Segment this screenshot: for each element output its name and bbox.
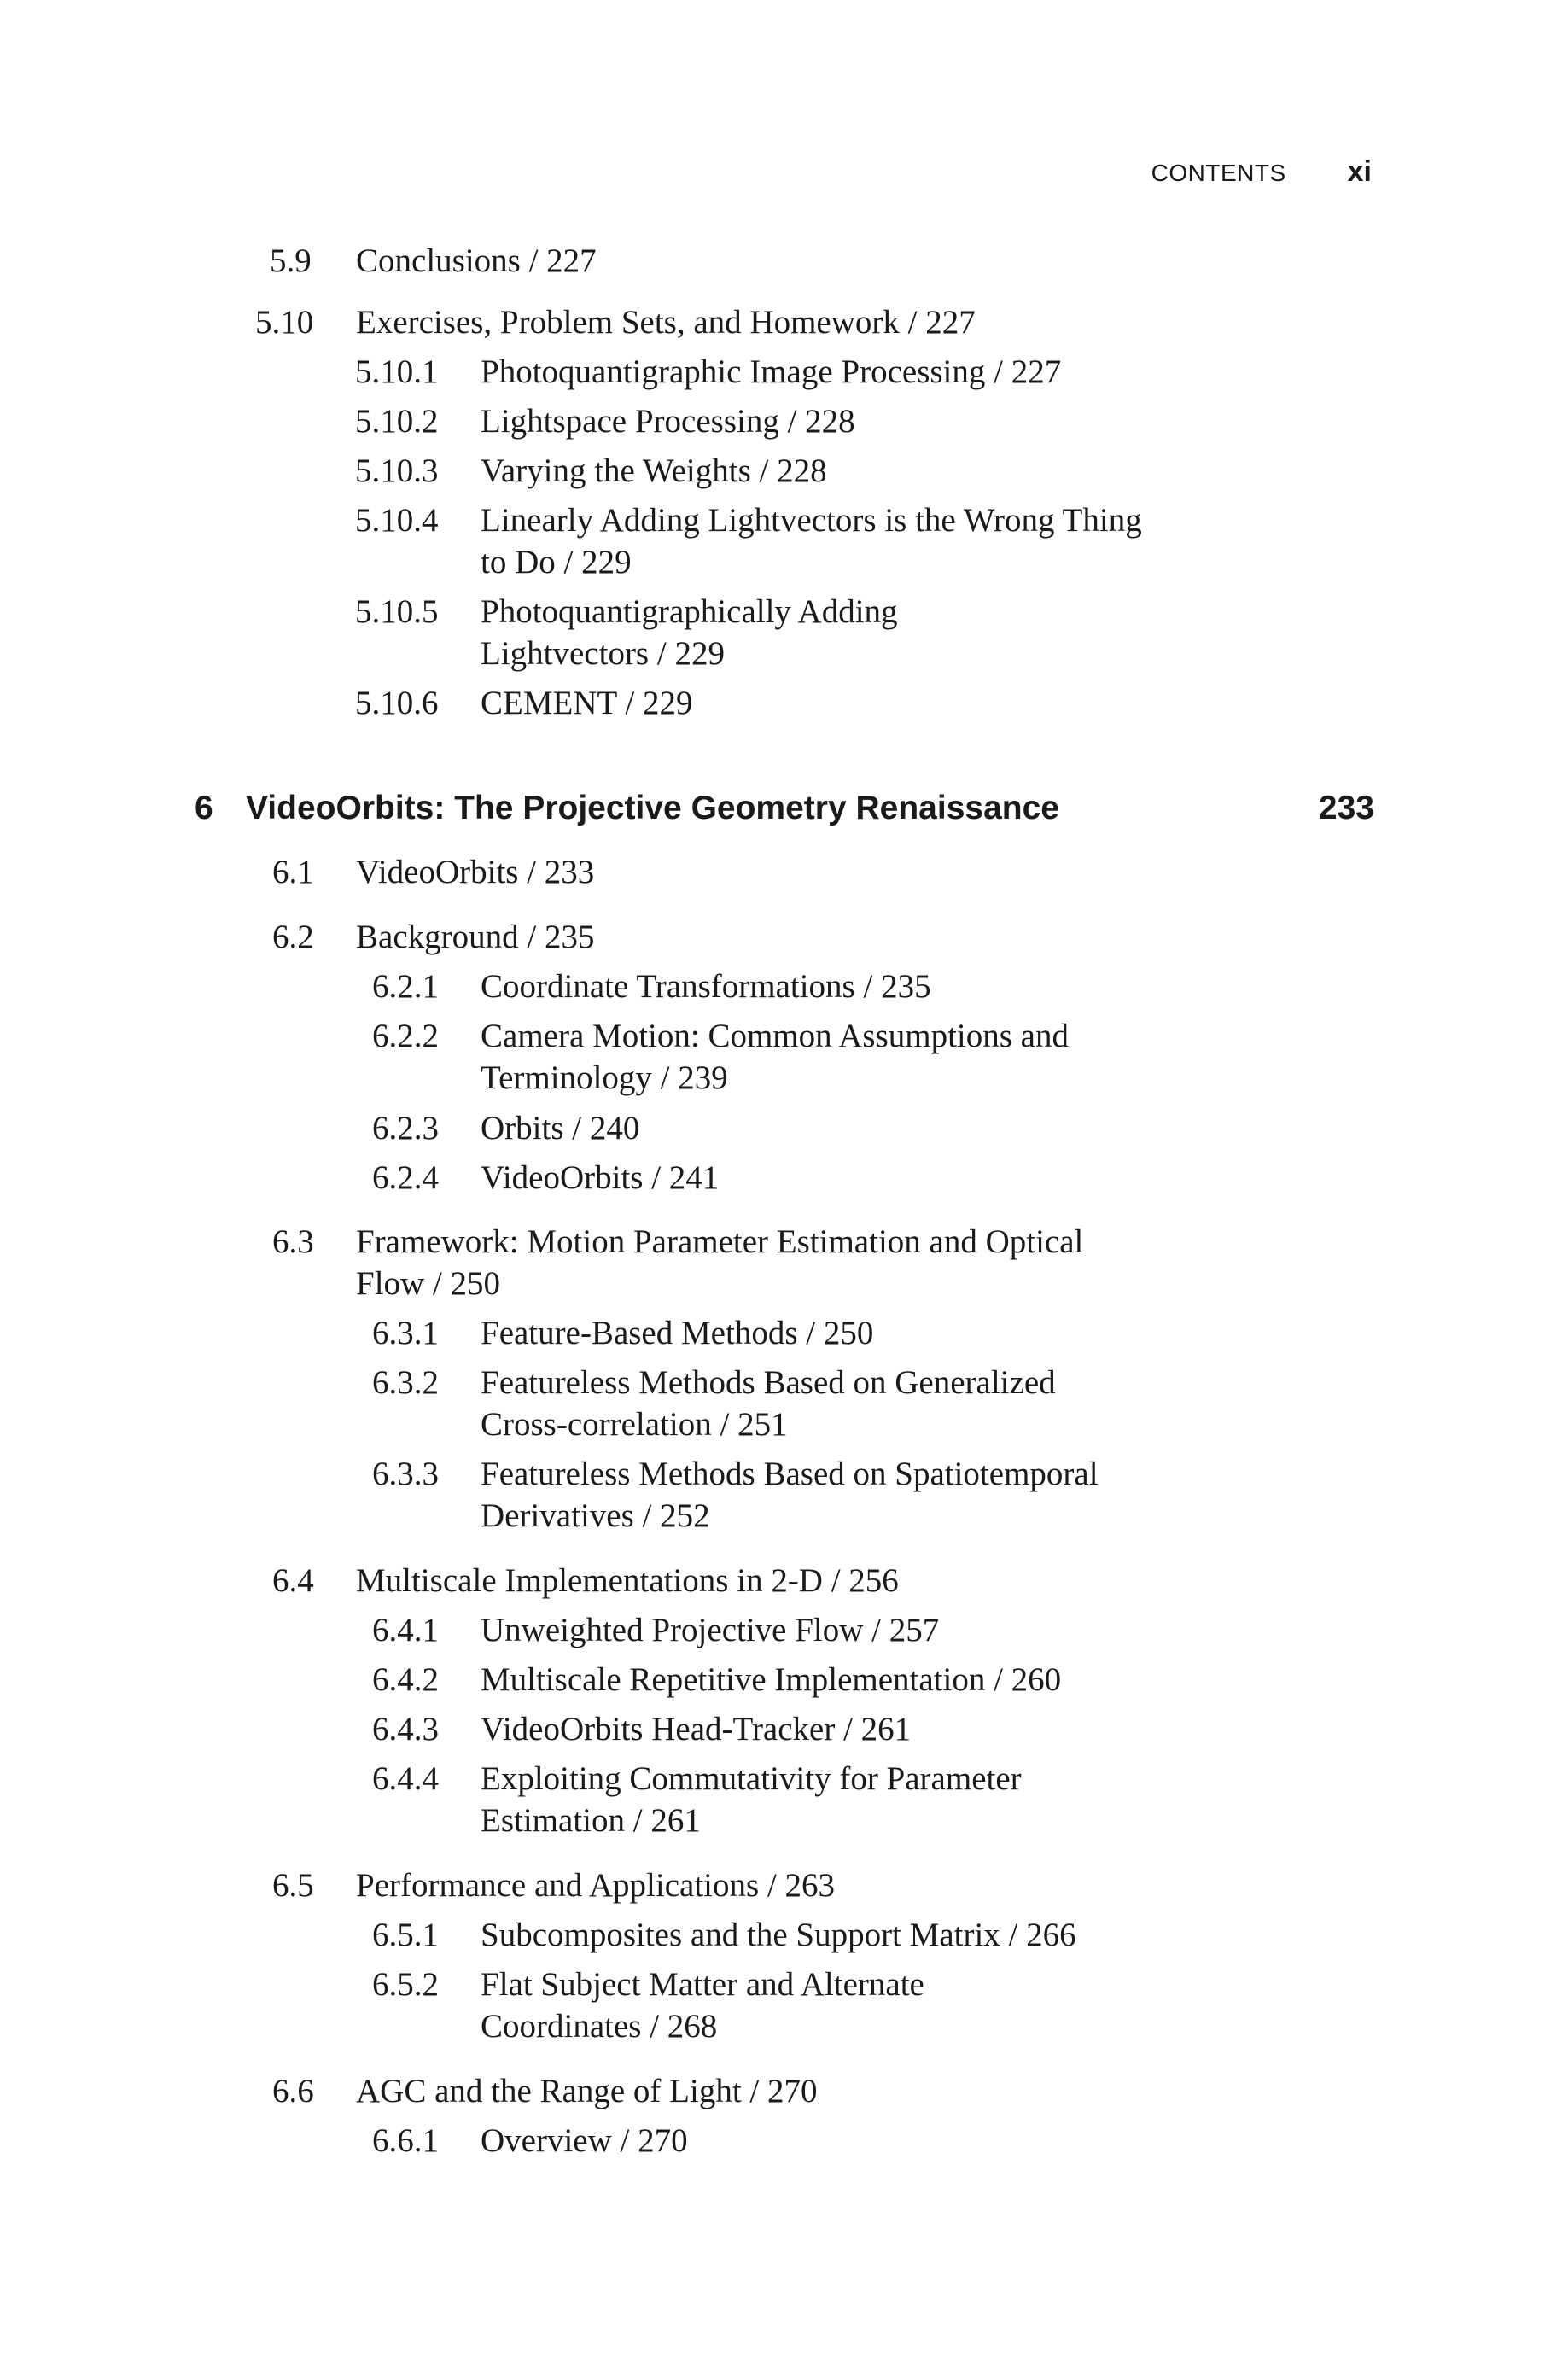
entry-title-continued: Coordinates / 268 xyxy=(481,2008,718,2045)
entry-title: Varying the Weights / 228 xyxy=(481,452,827,489)
entry-title-continued: Cross-correlation / 251 xyxy=(481,1406,788,1443)
header-page-number: xi xyxy=(1347,155,1372,188)
entry-number: 6.5.1 xyxy=(372,1917,439,1953)
entry-number: 6.6.1 xyxy=(372,2122,439,2159)
entry-number: 6.2.4 xyxy=(372,1159,439,1196)
entry-title: AGC and the Range of Light / 270 xyxy=(356,2073,818,2109)
entry-title: Coordinate Transformations / 235 xyxy=(481,968,931,1005)
entry-title: Unweighted Projective Flow / 257 xyxy=(481,1612,940,1648)
entry-title: Featureless Methods Based on Generalized xyxy=(481,1364,1056,1401)
chapter-number: 6 xyxy=(195,790,213,826)
entry-title: Featureless Methods Based on Spatiotemporal xyxy=(481,1456,1099,1492)
entry-title: Orbits / 240 xyxy=(481,1110,640,1147)
entry-title: CEMENT / 229 xyxy=(481,685,693,721)
entry-number: 6.2.2 xyxy=(372,1018,439,1054)
entry-title: Photoquantigraphic Image Processing / 227 xyxy=(481,353,1062,390)
entry-number: 6.2.3 xyxy=(372,1110,439,1147)
entry-number: 6.4 xyxy=(272,1562,314,1599)
entry-number: 6.3.3 xyxy=(372,1456,439,1492)
entry-title: Feature-Based Methods / 250 xyxy=(481,1315,874,1351)
entry-title-continued: Terminology / 239 xyxy=(481,1059,728,1096)
entry-title: Photoquantigraphically Adding xyxy=(481,593,898,630)
entry-number: 6.2 xyxy=(272,919,314,955)
entry-number: 5.10.4 xyxy=(355,502,439,539)
chapter-title: VideoOrbits: The Projective Geometry Renaissance xyxy=(246,790,1059,826)
entry-number: 6.5 xyxy=(272,1867,314,1904)
entry-number: 5.9 xyxy=(270,242,312,279)
entry-title: Multiscale Implementations in 2-D / 256 xyxy=(356,1562,899,1599)
entry-number: 5.10.1 xyxy=(355,353,439,390)
entry-number: 5.10.3 xyxy=(355,452,439,489)
entry-number: 6.3.2 xyxy=(372,1364,439,1401)
entry-title: Linearly Adding Lightvectors is the Wrong Thing xyxy=(481,502,1142,539)
entry-title-continued: Lightvectors / 229 xyxy=(481,635,725,672)
entry-title: VideoOrbits / 233 xyxy=(356,854,595,890)
chapter-page: 233 xyxy=(1318,790,1374,826)
entry-title: Framework: Motion Parameter Estimation and Optical xyxy=(356,1223,1084,1260)
entry-title: Multiscale Repetitive Implementation / 260 xyxy=(481,1661,1062,1698)
entry-title: VideoOrbits / 241 xyxy=(481,1159,720,1196)
entry-title: VideoOrbits Head-Tracker / 261 xyxy=(481,1711,912,1748)
entry-number: 6.4.3 xyxy=(372,1711,439,1748)
entry-title: Lightspace Processing / 228 xyxy=(481,403,855,440)
entry-number: 6.3.1 xyxy=(372,1315,439,1351)
entry-number: 6.6 xyxy=(272,2073,314,2109)
entry-number: 6.4.1 xyxy=(372,1612,439,1648)
entry-number: 6.3 xyxy=(272,1223,314,1260)
entry-number: 6.5.2 xyxy=(372,1966,439,2003)
entry-number: 5.10.2 xyxy=(355,403,439,440)
entry-number: 6.1 xyxy=(272,854,314,890)
entry-title: Conclusions / 227 xyxy=(356,242,597,279)
entry-title: Overview / 270 xyxy=(481,2122,688,2159)
entry-title: Exercises, Problem Sets, and Homework / 227 xyxy=(356,304,976,341)
entry-title: Background / 235 xyxy=(356,919,595,955)
entry-number: 5.10.5 xyxy=(355,593,439,630)
entry-title: Exploiting Commutativity for Parameter xyxy=(481,1760,1022,1797)
entry-title-continued: Flow / 250 xyxy=(356,1265,501,1302)
header-label: CONTENTS xyxy=(1151,160,1286,186)
entry-title-continued: Derivatives / 252 xyxy=(481,1497,710,1534)
entry-number: 6.4.2 xyxy=(372,1661,439,1698)
entry-number: 5.10.6 xyxy=(355,685,439,721)
entry-title-continued: to Do / 229 xyxy=(481,544,632,581)
entry-title: Flat Subject Matter and Alternate xyxy=(481,1966,924,2003)
entry-title: Subcomposites and the Support Matrix / 266 xyxy=(481,1917,1076,1953)
entry-title-continued: Estimation / 261 xyxy=(481,1802,701,1839)
entry-number: 6.4.4 xyxy=(372,1760,439,1797)
running-header xyxy=(1151,155,1372,189)
entry-number: 6.2.1 xyxy=(372,968,439,1005)
entry-title: Performance and Applications / 263 xyxy=(356,1867,836,1904)
entry-number: 5.10 xyxy=(255,304,314,341)
entry-title: Camera Motion: Common Assumptions and xyxy=(481,1018,1069,1054)
